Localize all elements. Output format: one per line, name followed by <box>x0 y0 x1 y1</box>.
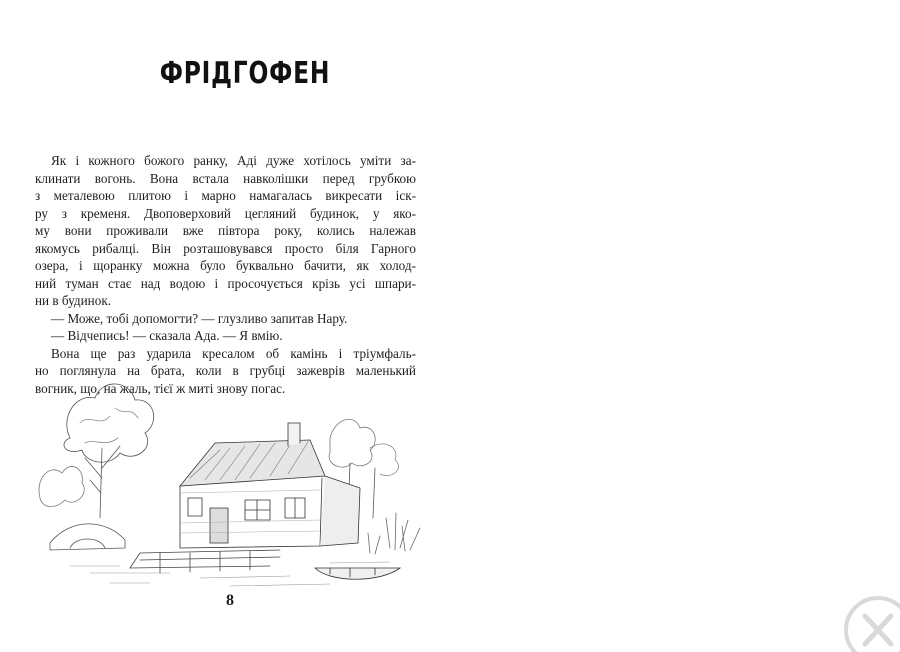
text-line: клинати вогонь. Вона встала навколішки перед грубкою <box>35 170 416 186</box>
bridge-sketch <box>50 524 125 550</box>
text-line: ний туман стає над водою і просочується крізь усі шпари- <box>35 275 416 291</box>
tree-sketch <box>39 384 154 518</box>
left-page-text <box>35 152 416 397</box>
cottage-illustration <box>30 368 430 598</box>
cottage-sketch <box>180 423 360 548</box>
text-line: но поглянула на брата, коли в грубці зажеврів маленький <box>35 363 416 378</box>
text-line: озера, і щоранку можна було буквально бачити, як холод- <box>35 258 416 273</box>
text-line: Вона ще раз ударила кресалом об камінь і тріумфаль- <box>51 345 416 361</box>
text-line: — Може, тобі допомогти? — глузливо запитав Нару. <box>51 310 348 326</box>
reeds-sketch <box>368 513 420 554</box>
text-line: з металевою плитою і марно намагалась викресати іск- <box>35 188 416 203</box>
x-logo-icon <box>838 590 900 652</box>
text-line: якомусь рибалці. Він розташовувався просто біля Гарного <box>35 240 416 256</box>
chapter-title: ФРІДГОФЕН <box>159 56 331 91</box>
text-line: му вони проживали вже півтора року, колись належав <box>35 223 416 238</box>
boat-sketch <box>315 568 400 579</box>
text-line: Як і кожного божого ранку, Аді дуже хотілось уміти за- <box>51 153 416 168</box>
text-line: — Відчепись! — сказала Ада. — Я вмію. <box>51 328 283 343</box>
text-line: ни в будинок. <box>35 293 112 308</box>
text-line: ру з кременя. Двоповерховий цегляний будинок, у яко- <box>35 205 416 221</box>
text-line: вогник, що, на жаль, тієї ж миті знову погас. <box>35 380 286 396</box>
left-page-number: 8 <box>226 592 234 609</box>
dock-sketch <box>130 550 280 573</box>
right-page <box>450 0 900 652</box>
